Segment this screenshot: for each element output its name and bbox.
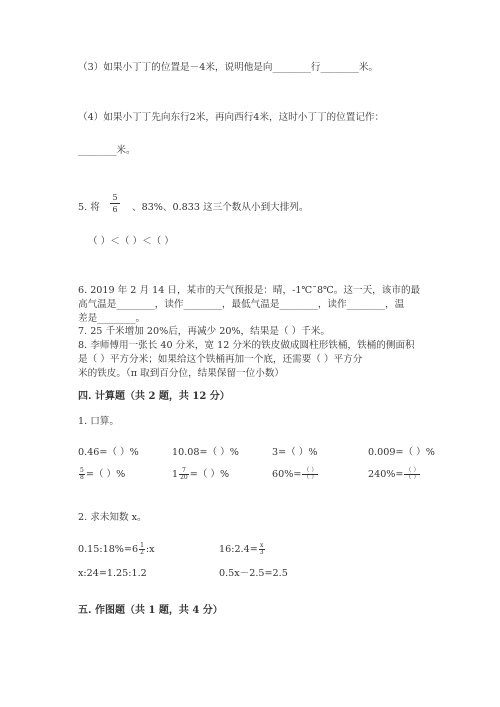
q4-line2: ________米。 — [78, 145, 136, 156]
oral-r2c2-rest: =（ ）% — [189, 469, 230, 480]
solve-e1-den: 2 — [140, 549, 144, 556]
oral-r1c1: 0.46=（ ）% — [78, 447, 139, 458]
solve-e2-den: 3 — [259, 549, 264, 556]
solve-e2-num: x — [259, 542, 264, 549]
q5-frac-den: 6 — [112, 205, 118, 214]
oral-r2c4-den: （ ） — [405, 474, 420, 481]
q5-text: 、83%、0.833 这三个数从小到大排列。 — [132, 202, 309, 213]
solve-title: 2. 求未知数 x。 — [78, 512, 147, 523]
oral-r2c2-den: 20 — [180, 474, 188, 481]
oral-r2c3-den: （ ） — [303, 474, 318, 481]
solve-e2-pre: 16:2.4= — [219, 544, 258, 555]
q5-fraction — [110, 193, 120, 214]
oral-r2c4 — [368, 468, 421, 481]
oral-r2c2-num: 7 — [179, 468, 189, 475]
q5-label: 5. 将 — [78, 202, 100, 213]
section-4-heading: 四. 计算题（共 2 题，共 12 分） — [78, 391, 230, 402]
solve-e1 — [78, 543, 155, 556]
q4-line1: （4）如果小丁丁先向东行2米，再向西行4米，这时小丁丁的位置记作： — [78, 112, 385, 123]
q8-line3: 米的铁皮。（π 取到百分位，结果保留一位小数） — [78, 368, 285, 379]
oral-r2c1-rest: =（ ）% — [85, 469, 126, 480]
oral-r2c3 — [272, 468, 319, 481]
oral-r2c1-den: 8 — [80, 474, 84, 481]
oral-r2c3-num: （ ） — [303, 467, 318, 474]
solve-e1-post: :x — [145, 544, 155, 555]
q6-line2: 高气温是________，读作________，最低气温是________，读作________，温 — [78, 299, 405, 310]
q8-line1: 8. 李师傅用一张长 40 分米，宽 12 分米的铁皮做成圆柱形铁桶，铁桶的侧面积 — [78, 340, 415, 351]
section-5-heading: 五. 作图题（共 1 题，共 4 分） — [78, 605, 223, 616]
q7: 7. 25 千米增加 20%后，再减少 20%，结果是（ ）千米。 — [78, 326, 330, 337]
q3: （3）如果小丁丁的位置是－4米，说明他是向________行________米。 — [78, 62, 379, 73]
solve-e4: 0.5x－2.5=2.5 — [219, 568, 288, 579]
q5-frac-num: 5 — [112, 193, 118, 202]
q6-line3: 差是________。 — [78, 313, 146, 324]
oral-r2c3-pre: 60%= — [272, 469, 302, 480]
oral-r2c4-pre: 240%= — [368, 469, 404, 480]
oral-r1c4: 0.009=（ ）% — [368, 447, 435, 458]
oral-r2c1-num: 5 — [80, 467, 84, 474]
solve-e1-num: 1 — [140, 542, 144, 549]
q5-answer: （ ）＜（ ）＜（ ） — [88, 236, 174, 247]
oral-r1c3: 3=（ ）% — [272, 447, 318, 458]
q6-line1: 6. 2019 年 2 月 14 日，某市的天气预报是：晴，-1℃˜8℃。这一天，该市的最 — [78, 285, 421, 296]
oral-title: 1. 口算。 — [78, 416, 119, 427]
q8-line2: 是（ ）平方分米；如果给这个铁桶再加一个底，还需要（ ）平方分 — [78, 354, 363, 365]
solve-e2 — [219, 543, 266, 556]
oral-r2c4-num: （ ） — [405, 467, 420, 474]
oral-r2c1 — [78, 468, 125, 481]
oral-r2c2 — [172, 468, 229, 481]
solve-e1-pre: 0.15:18%=6 — [78, 544, 139, 555]
oral-r2c2-whole: 1 — [172, 469, 179, 480]
oral-r1c2: 10.08=（ ）% — [172, 447, 239, 458]
solve-e3: x:24=1.25:1.2 — [78, 568, 147, 579]
